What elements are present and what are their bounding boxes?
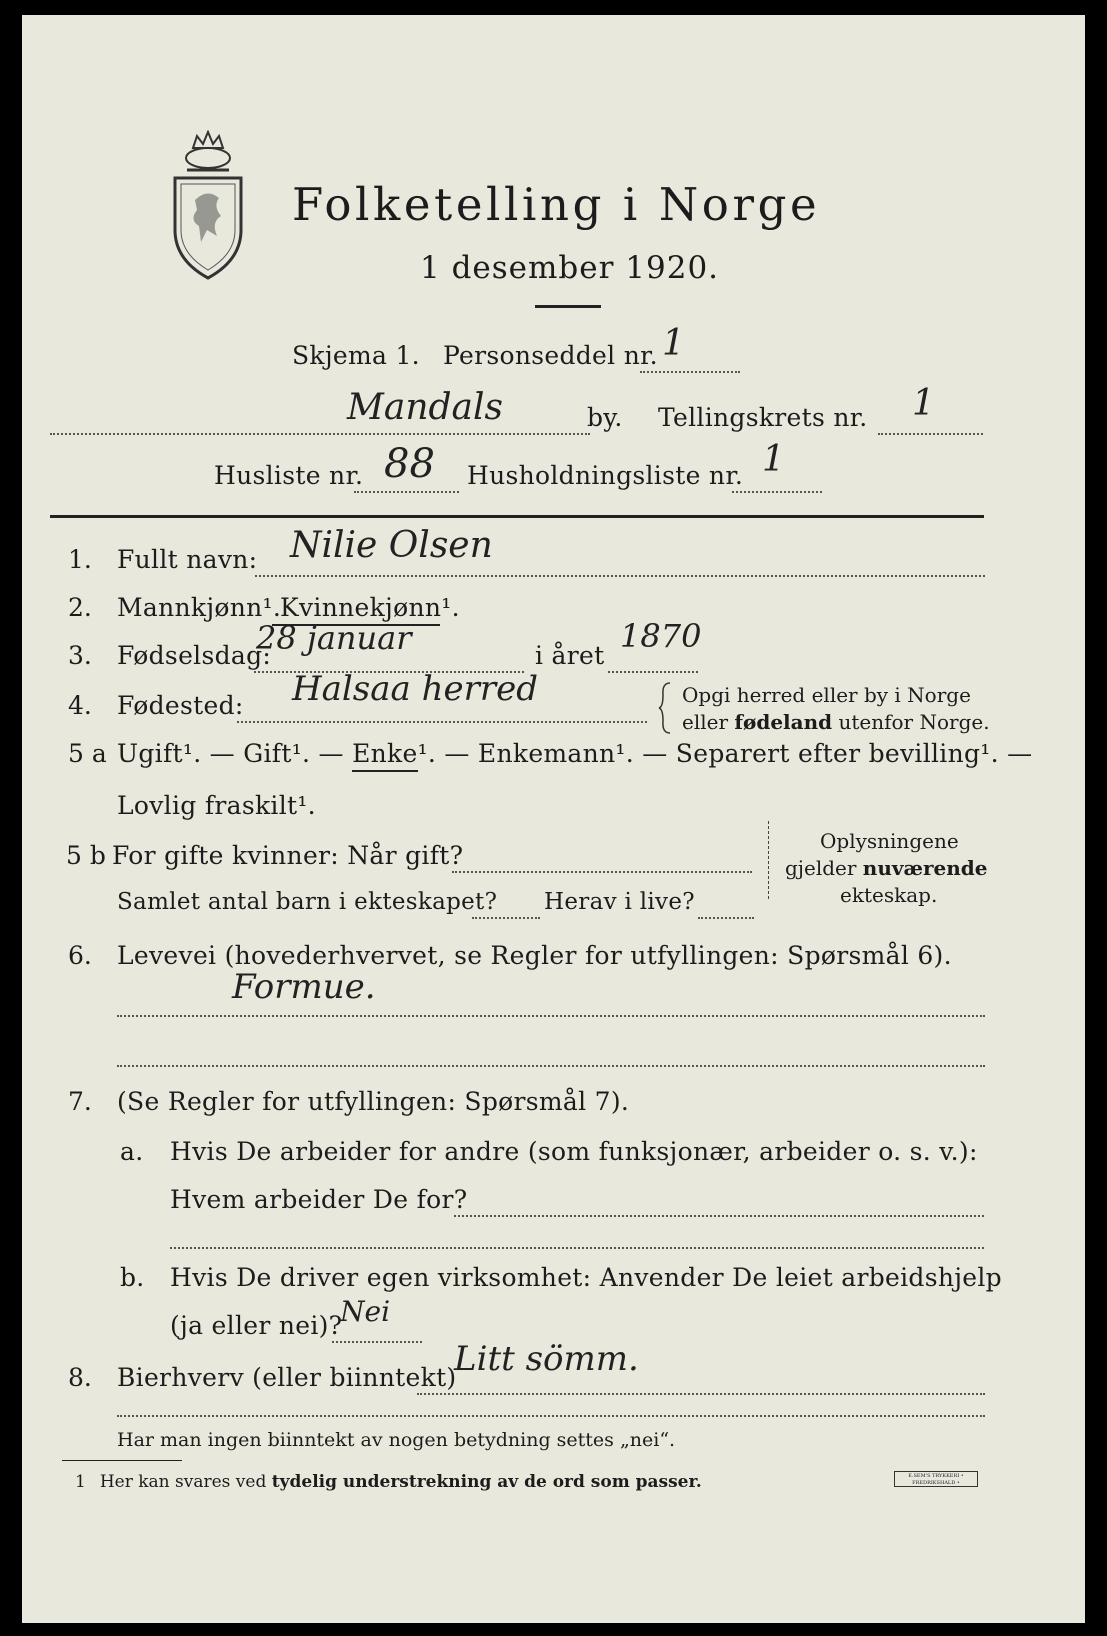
form-title: Folketelling i Norge xyxy=(292,178,821,231)
q4-note-2 xyxy=(682,709,990,735)
census-form xyxy=(22,15,1085,1623)
q7-number: 7. xyxy=(68,1087,92,1116)
footnote xyxy=(75,1472,702,1492)
q7b-line1: Hvis De driver egen virksomhet: Anvender De leiet arbeidshjelp xyxy=(170,1263,1002,1292)
header-divider xyxy=(50,515,984,518)
q7b-value: Nei xyxy=(340,1295,391,1328)
city-value: Mandals xyxy=(347,387,504,428)
form-date: 1 desember 1920. xyxy=(420,250,720,286)
husliste-label: Husliste nr. xyxy=(214,461,364,490)
q3-label: Fødselsdag: xyxy=(117,641,272,670)
q8-label: Bierhverv (eller biinntekt) xyxy=(117,1363,457,1392)
q2-kvinne: Kvinnekjønn¹. xyxy=(280,593,460,622)
q7a-line-1 xyxy=(454,1215,984,1217)
husholdning-line xyxy=(732,491,822,493)
q1-line xyxy=(255,575,985,577)
footnote-text-a: Her kan svares ved xyxy=(99,1472,272,1492)
q5b-barn-line xyxy=(472,917,540,919)
q5a-rest: ¹. — Enkemann¹. — Separert efter bevilling¹. — xyxy=(417,739,1033,768)
tellingskrets-line xyxy=(878,433,983,435)
tellingskrets-value: 1 xyxy=(912,383,935,424)
q5b-label: For gifte kvinner: Når gift? xyxy=(112,841,464,870)
q8-line-2 xyxy=(117,1415,985,1417)
husliste-value: 88 xyxy=(384,441,435,487)
q4-note-1: Opgi herred eller by i Norge xyxy=(682,683,971,707)
q3-year-label: i året xyxy=(535,641,605,670)
q3-value: 28 januar xyxy=(256,619,412,657)
q5b-gift-line xyxy=(452,871,752,873)
personseddel-label: Personseddel nr. xyxy=(443,341,658,370)
q5b-note-1: Oplysningene xyxy=(820,829,959,853)
q1-value: Nilie Olsen xyxy=(290,525,493,566)
q6-number: 6. xyxy=(68,941,92,970)
footnote-mark: 1 xyxy=(75,1472,86,1492)
q8-line-1 xyxy=(417,1393,985,1395)
personseddel-value: 1 xyxy=(662,323,685,364)
q7b-line2: (ja eller nei)? xyxy=(170,1311,343,1340)
q1-label: Fullt navn: xyxy=(117,545,258,574)
q2-number: 2. xyxy=(68,593,92,622)
q5a-line1 xyxy=(117,739,1032,768)
q5b-note-2 xyxy=(785,855,988,881)
by-label: by. xyxy=(587,403,623,432)
q7a-letter: a. xyxy=(120,1137,144,1166)
husholdning-value: 1 xyxy=(762,439,785,480)
q4-note-2a: eller xyxy=(682,710,735,734)
q5b-separator xyxy=(768,821,769,899)
q7b-line xyxy=(332,1341,422,1343)
footnote-divider xyxy=(62,1460,182,1461)
q4-line xyxy=(237,721,647,723)
q1-number: 1. xyxy=(68,545,92,574)
q7a-line1: Hvis De arbeider for andre (som funksjonær, arbeider o. s. v.): xyxy=(170,1137,978,1166)
husholdning-label: Husholdningsliste nr. xyxy=(467,461,744,490)
q4-note-2c: utenfor Norge. xyxy=(832,710,990,734)
q7b-letter: b. xyxy=(120,1263,145,1292)
q6-line-1 xyxy=(117,1015,985,1017)
personseddel-line xyxy=(640,371,740,373)
q4-value: Halsaa herred xyxy=(292,669,539,709)
q5a-enke: Enke xyxy=(352,739,418,772)
q5b-note-2b: nuværende xyxy=(862,856,988,880)
q3-number: 3. xyxy=(68,641,92,670)
q3-year-line xyxy=(608,671,698,673)
q5b-live-line xyxy=(698,917,754,919)
q5a-line2: Lovlig fraskilt¹. xyxy=(117,791,316,820)
footer-note: Har man ingen biinntekt av nogen betydning settes „nei“. xyxy=(117,1429,676,1451)
husliste-line xyxy=(354,491,459,493)
q6-line-2 xyxy=(117,1065,985,1067)
q7-label: (Se Regler for utfyllingen: Spørsmål 7). xyxy=(117,1087,630,1116)
q5b-note-3: ekteskap. xyxy=(840,883,938,907)
q4-number: 4. xyxy=(68,691,92,720)
coat-of-arms-icon xyxy=(167,130,249,282)
tellingskrets-label: Tellingskrets nr. xyxy=(658,403,868,432)
q5b-note-2a: gjelder xyxy=(785,856,863,880)
city-line xyxy=(50,433,590,435)
q4-brace-icon xyxy=(658,681,672,735)
skjema-label: Skjema 1. xyxy=(292,341,420,370)
q4-label: Fødested: xyxy=(117,691,244,720)
q5b-number: 5 b xyxy=(66,841,106,870)
printer-stamp: E.SEM'S TRYKKERI • FREDRIKSHALD • xyxy=(894,1471,978,1487)
q3-year-value: 1870 xyxy=(620,617,702,655)
footnote-text-b: tydelig understrekning av de ord som passer. xyxy=(271,1472,702,1492)
q8-value: Litt sömm. xyxy=(454,1339,639,1379)
q4-note-2b: fødeland xyxy=(734,710,833,734)
title-divider xyxy=(535,305,601,308)
q7a-line2: Hvem arbeider De for? xyxy=(170,1185,468,1214)
q8-number: 8. xyxy=(68,1363,92,1392)
q2-mann: Mannkjønn¹. xyxy=(117,593,282,622)
q6-label: Levevei (hovederhvervet, se Regler for utfyllingen: Spørsmål 6). xyxy=(117,941,952,970)
q6-value: Formue. xyxy=(232,967,376,1007)
q7a-line-2 xyxy=(170,1247,984,1249)
q5a-number: 5 a xyxy=(68,739,107,768)
q5b-barn-label: Samlet antal barn i ekteskapet? xyxy=(117,889,498,915)
q5b-live-label: Herav i live? xyxy=(544,889,695,915)
q5a-ugift-gift: Ugift¹. — Gift¹. — xyxy=(117,739,344,768)
